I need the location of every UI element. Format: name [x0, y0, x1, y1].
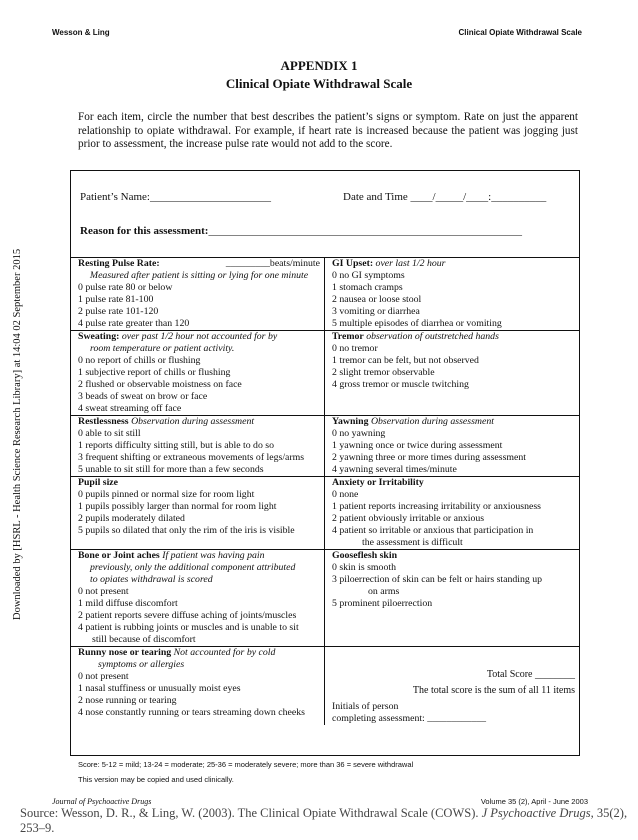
option[interactable]: 2 nose running or tearing: [78, 695, 177, 706]
option[interactable]: 5 prominent piloerrection: [332, 598, 433, 609]
option[interactable]: 4 pulse rate greater than 120: [78, 318, 190, 329]
item-restlessness: [71, 416, 325, 476]
option[interactable]: 2 slight tremor observable: [332, 367, 435, 378]
appendix-label: APPENDIX 1: [280, 58, 358, 73]
option[interactable]: 1 yawning once or twice during assessment: [332, 440, 503, 451]
table-row: [71, 416, 579, 477]
option[interactable]: 2 pulse rate 101-120: [78, 306, 159, 317]
option[interactable]: 4 patient so irritable or anxious that participation in: [332, 525, 534, 536]
table-row: [71, 550, 579, 647]
option[interactable]: 5 multiple episodes of diarrhea or vomiting: [332, 318, 502, 329]
instructions-paragraph: For each item, circle the number that best describes the patient’s signs or symptom. Rate on just the apparent relationship to opiate withdrawal. For example, if heart rate is increased because the patient was jogging just prior to assessment, the increase pulse rate would not add to the score.: [78, 111, 578, 150]
option[interactable]: 1 mild diffuse discomfort: [78, 598, 178, 609]
patient-name-field[interactable]: Patient’s Name:______________________: [80, 191, 271, 203]
item-note: previously, only the additional component attributed: [90, 562, 296, 573]
option[interactable]: 2 yawning three or more times during assessment: [332, 452, 526, 463]
item-sweating: [71, 331, 325, 415]
item-title: Resting Pulse Rate:: [78, 258, 160, 269]
total-score-section: [325, 647, 579, 725]
option[interactable]: 0 pulse rate 80 or below: [78, 282, 173, 293]
option[interactable]: 0 no GI symptoms: [332, 270, 405, 281]
item-title: Bone or Joint aches: [78, 550, 160, 561]
initials-label: Initials of person: [332, 701, 399, 712]
reason-label: Reason for this assessment:: [80, 225, 209, 237]
option[interactable]: 0 not present: [78, 671, 129, 682]
reason-line[interactable]: _________________________________________________________: [208, 225, 522, 237]
option-continuation: the assessment is difficult: [362, 537, 463, 548]
total-score-note: The total score is the sum of all 11 items: [412, 685, 575, 696]
source-citation: [20, 806, 630, 836]
item-bone-joint-aches: [71, 550, 325, 646]
option[interactable]: 1 reports difficulty sitting still, but is able to do so: [78, 440, 275, 451]
item-title: Yawning: [332, 416, 369, 427]
item-anxiety-irritability: [325, 477, 579, 549]
option-continuation: on arms: [368, 586, 400, 597]
option[interactable]: 0 skin is smooth: [332, 562, 396, 573]
item-note: to opiates withdrawal is scored: [90, 574, 213, 585]
option[interactable]: 2 flushed or observable moistness on face: [78, 379, 242, 390]
option[interactable]: 0 no tremor: [332, 343, 378, 354]
source-prefix: Source: Wesson, D. R., & Ling, W. (2003). The Clinical Opiate Withdrawal Scale (COWS).: [20, 806, 479, 820]
option[interactable]: 4 patient is rubbing joints or muscles and is unable to sit: [78, 622, 299, 633]
item-yawning: [325, 416, 579, 476]
option[interactable]: 3 frequent shifting or extraneous movements of legs/arms: [78, 452, 305, 463]
date-time-field[interactable]: Date and Time ____/_____/____:__________: [343, 191, 547, 203]
table-row: [71, 647, 579, 725]
item-title: Pupil size: [78, 477, 119, 488]
source-suffix: 35(2), 253–9.: [20, 806, 628, 835]
option[interactable]: 1 patient reports increasing irritability or anxiousness: [332, 501, 541, 512]
table-row: [71, 331, 579, 416]
option[interactable]: 1 subjective report of chills or flushing: [78, 367, 231, 378]
item-title: Runny nose or tearing: [78, 647, 172, 658]
item-note: If patient was having pain: [162, 550, 265, 561]
option[interactable]: 5 pupils so dilated that only the rim of the iris is visible: [78, 525, 295, 536]
item-note: over past 1/2 hour not accounted for by: [121, 331, 278, 342]
item-title: Anxiety or Irritability: [332, 477, 424, 488]
option[interactable]: 3 beads of sweat on brow or face: [78, 391, 208, 402]
download-watermark: Downloaded by [HSRL - Health Science Research Library] at 14:04 02 September 2015: [12, 248, 23, 620]
copy-note: This version may be copied and used clinically.: [78, 775, 234, 784]
option[interactable]: 4 sweat streaming off face: [78, 403, 182, 414]
assessment-form: [70, 170, 580, 756]
score-legend: Score: 5-12 = mild; 13-24 = moderate; 25-36 = moderately severe; more than 36 = severe withdrawal: [78, 760, 414, 769]
option[interactable]: 0 able to sit still: [78, 428, 141, 439]
item-title: Tremor: [332, 331, 364, 342]
item-title: Restlessness: [78, 416, 129, 427]
item-note: over last 1/2 hour: [375, 258, 446, 269]
item-tremor: [325, 331, 579, 415]
pulse-unit-field[interactable]: _________beats/minute: [225, 258, 320, 269]
option[interactable]: 1 tremor can be felt, but not observed: [332, 355, 479, 366]
item-title: Sweating:: [78, 331, 120, 342]
item-gi-upset: [325, 258, 579, 330]
option[interactable]: 3 vomiting or diarrhea: [332, 306, 420, 317]
page-title: Clinical Opiate Withdrawal Scale: [225, 76, 413, 91]
item-resting-pulse: [71, 258, 325, 330]
item-title: GI Upset:: [332, 258, 374, 269]
option[interactable]: 0 no report of chills or flushing: [78, 355, 201, 366]
item-note: Observation during assessment: [370, 416, 494, 427]
option[interactable]: 4 nose constantly running or tears streaming down cheeks: [78, 707, 305, 718]
running-header-authors: Wesson & Ling: [52, 28, 110, 37]
item-runny-nose-tearing: [71, 647, 325, 725]
item-note: Measured after patient is sitting or lying for one minute: [89, 270, 309, 281]
total-score-field[interactable]: Total Score ________: [486, 669, 575, 680]
item-note: observation of outstretched hands: [366, 331, 499, 342]
option[interactable]: 5 unable to sit still for more than a few seconds: [78, 464, 264, 475]
option[interactable]: 0 none: [332, 489, 359, 500]
items-grid: [71, 257, 579, 725]
reason-field[interactable]: [80, 225, 522, 237]
option[interactable]: 1 pulse rate 81-100: [78, 294, 154, 305]
item-title: Gooseflesh skin: [332, 550, 398, 561]
option[interactable]: 4 gross tremor or muscle twitching: [332, 379, 469, 390]
source-journal: J Psychoactive Drugs,: [481, 806, 594, 820]
footer-journal: Journal of Psychoactive Drugs: [52, 797, 152, 806]
option[interactable]: 3 piloerrection of skin can be felt or hairs standing up: [332, 574, 543, 585]
table-row: [71, 258, 579, 331]
option[interactable]: 2 pupils moderately dilated: [78, 513, 185, 524]
option[interactable]: 1 stomach cramps: [332, 282, 403, 293]
option-continuation: still because of discomfort: [92, 634, 196, 645]
option[interactable]: 2 patient reports severe diffuse aching of joints/muscles: [78, 610, 297, 621]
option[interactable]: 2 patient obviously irritable or anxious: [332, 513, 485, 524]
item-note: room temperature or patient activity.: [90, 343, 235, 354]
item-note: symptoms or allergies: [98, 659, 185, 670]
option[interactable]: 0 not present: [78, 586, 129, 597]
footer-volume: Volume 35 (2), April - June 2003: [480, 797, 588, 806]
running-header-title: Clinical Opiate Withdrawal Scale: [458, 28, 582, 37]
option[interactable]: 1 nasal stuffiness or unusually moist eyes: [78, 683, 241, 694]
item-pupil-size: [71, 477, 325, 549]
table-row: [71, 477, 579, 550]
option[interactable]: 1 pupils possibly larger than normal for room light: [78, 501, 277, 512]
initials-field[interactable]: completing assessment: ____________: [332, 713, 487, 724]
item-note: Not accounted for by cold: [173, 647, 276, 658]
item-gooseflesh-skin: [325, 550, 579, 646]
item-note: Observation during assessment: [131, 416, 255, 427]
option[interactable]: 0 pupils pinned or normal size for room light: [78, 489, 255, 500]
option[interactable]: 2 nausea or loose stool: [332, 294, 422, 305]
option[interactable]: 4 yawning several times/minute: [332, 464, 457, 475]
option[interactable]: 0 no yawning: [332, 428, 386, 439]
